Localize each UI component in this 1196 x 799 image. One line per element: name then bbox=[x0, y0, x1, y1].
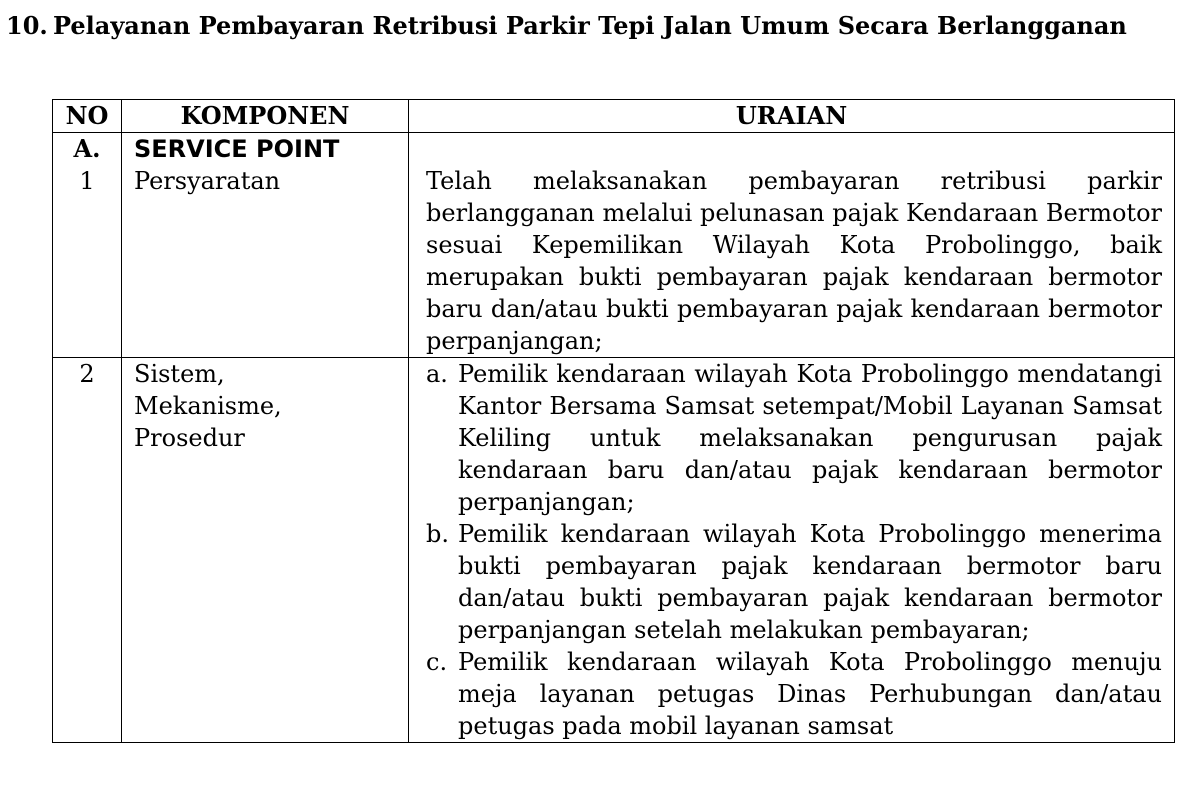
section-title: SERVICE POINT bbox=[134, 135, 340, 163]
list-item-marker: a. bbox=[426, 360, 448, 388]
komponen-label-line: Prosedur bbox=[134, 424, 245, 452]
table-row bbox=[53, 358, 1175, 743]
table-row bbox=[53, 133, 1175, 358]
row-number: 2 bbox=[79, 360, 95, 388]
komponen-label: Persyaratan bbox=[134, 167, 281, 195]
table-header-row bbox=[53, 100, 1175, 133]
procedure-list bbox=[426, 358, 1162, 742]
uraian-text: Telah melaksanakan pembayaran retribusi parkir berlangganan melalui pelunasan pajak Kendaraan Bermotor sesuai Kepemilikan Wilayah Kota Probolinggo, baik merupakan bukti pembayaran pajak kendaraan bermotor baru dan/atau bukti pembayaran pajak kendaraan bermotor perpanjangan; bbox=[426, 167, 1162, 355]
header-no: NO bbox=[53, 100, 122, 133]
list-item-marker: b. bbox=[426, 520, 449, 548]
section-spacer bbox=[426, 133, 1162, 165]
row-no-cell bbox=[53, 133, 122, 358]
header-komponen: KOMPONEN bbox=[122, 100, 409, 133]
row-uraian-cell bbox=[409, 358, 1175, 743]
header-uraian: URAIAN bbox=[409, 100, 1175, 133]
list-item bbox=[426, 518, 1162, 646]
heading-number: 10. bbox=[6, 11, 48, 40]
list-item-marker: c. bbox=[426, 648, 448, 676]
list-item-text: Pemilik kendaraan wilayah Kota Probolinggo mendatangi Kantor Bersama Samsat setempat/Mobil Layanan Samsat Keliling untuk melaksanakan pengurusan pajak kendaraan baru dan/atau pajak kendaraan bermotor perpanjangan; bbox=[458, 360, 1162, 516]
heading-title: Pelayanan Pembayaran Retribusi Parkir Tepi Jalan Umum Secara Berlangganan bbox=[53, 11, 1127, 40]
list-item-text: Pemilik kendaraan wilayah Kota Probolinggo menerima bukti pembayaran pajak kendaraan bermotor baru dan/atau bukti pembayaran pajak kendaraan bermotor perpanjangan setelah melakukan pembayaran; bbox=[458, 520, 1162, 644]
list-item-text: Pemilik kendaraan wilayah Kota Probolinggo menuju meja layanan petugas Dinas Perhubungan dan/atau petugas pada mobil layanan samsat bbox=[458, 648, 1162, 740]
section-number: A. bbox=[73, 134, 101, 163]
row-komponen-cell bbox=[122, 133, 409, 358]
komponen-label-line: Sistem, bbox=[134, 360, 225, 388]
row-komponen-cell bbox=[122, 358, 409, 743]
list-item bbox=[426, 358, 1162, 518]
service-table bbox=[52, 99, 1175, 743]
list-item bbox=[426, 646, 1162, 742]
row-uraian-cell bbox=[409, 133, 1175, 358]
komponen-label-line: Mekanisme, bbox=[134, 392, 282, 420]
row-no-cell bbox=[53, 358, 122, 743]
row-number: 1 bbox=[79, 167, 95, 195]
